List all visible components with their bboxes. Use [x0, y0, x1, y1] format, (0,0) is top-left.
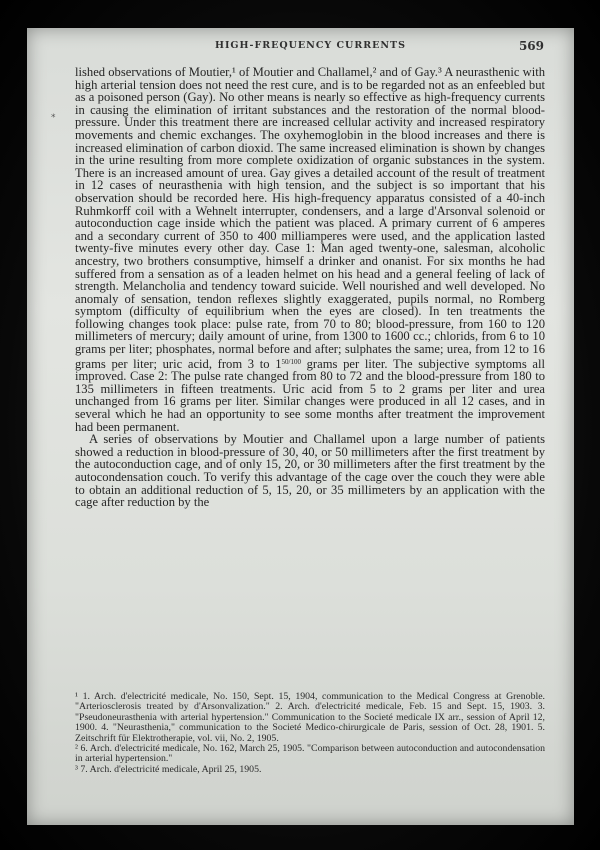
margin-mark: *: [51, 113, 56, 123]
footnote-3: ³ 7. Arch. d'electricité medicale, April 25, 1905.: [75, 763, 262, 775]
footnote-2: ² 6. Arch. d'electricité medicale, No. 162, March 25, 1905. "Comparison between autoconduction and autocondensation in arterial hypertension.": [75, 743, 545, 765]
paragraph-1: [75, 66, 545, 433]
body-text: [75, 66, 545, 509]
footnotes: [75, 692, 545, 775]
paragraph-2: A series of observations by Moutier and Challamel upon a large number of patients showed a reduction in blood-pressure of 30, 40, or 50 millimeters after the first treatment by the autoconduction cage, and of only 15, 20, or 30 millimeters after the first treatment by the autocondensation couch. To verify this advantage of the cage over the couch they were able to obtain an additional reduction of 5, 15, 20, or 35 millimeters by an application with the cage after reduction by the: [75, 432, 545, 510]
fraction: 50/100: [281, 357, 301, 366]
page-header: [77, 40, 544, 56]
running-title: HIGH-FREQUENCY CURRENTS: [215, 40, 406, 51]
footnote-1: ¹ 1. Arch. d'electricité medicale, No. 150, Sept. 15, 1904, communication to the Medical Congress at Grenoble. "Arteriosclerosis treated by d'Arsonvalization." 2. Arch. d'electricité medicale, Feb. 15 and Sept. 15, 1903. 3. "Pseudoneurasthenia with arterial hypertension." Communication to the Societé medicale IX arr., session of April 12, 1900. 4. "Neurasthenia," communication to the Societé Medico-chirurgicale de Paris, session of Oct. 28, 1901. 5. Zeitschrift für Elektrotherapie, vol. vii, No. 2, 1905.: [75, 691, 545, 744]
paragraph-1-end: grams per liter. The subjective symptoms all improved. Case 2: The pulse rate changed from 80 to 72 and the blood-pressure from 180 to 135 millimeters in fifteen treatments. Uric acid from 5 to 2 grams per liter and urea unchanged from 16 grams per liter. Similar changes were produced in all 12 cases, and in several which he had an opportunity to see some months after treatment the improvement had been permanent.: [75, 356, 545, 434]
paragraph-1-text: lished observations of Moutier,¹ of Moutier and Challamel,² and of Gay.³ A neurasthenic with high arterial tension does not need the rest cure, and is to be regarded not as an enfeebled but as a poisoned person (Gay). No other means is nearly so effective as high-frequency currents in causing the elimination of irritant substances and the restoration of the normal blood-pressure. Under this treatment there are increased cellular activity and increased respiratory movements and chemic exchanges. The oxyhemoglobin in the blood increases and there is increased elimination of carbon dioxid. The same increased elimination is shown by changes in the urine resulting from more complete oxidization of organic substances in the system. There is an increased amount of urea. Gay gives a detailed account of the result of treatment in 12 cases of neurasthenia with high tension, and the subject is so important that his observation should be recorded here. His high-frequency apparatus consisted of a 40-inch Ruhmkorff coil with a Wehnelt interrupter, condensers, and a large d'Arsonval solenoid or autoconduction cage inside which the patient was placed. A primary current of 6 amperes and a secondary current of 350 to 400 milliamperes were used, and the application lasted twenty-five minutes every other day. Case 1: Man aged twenty-one, salesman, alcoholic ancestry, two brothers consumptive, himself a drinker and onanist. For six months he had suffered from a sensation as of a leaden helmet on his head and a general feeling of lack of strength. Melancholia and tendency toward suicide. Well nourished and well developed. No anomaly of sensation, tendon reflexes slightly exaggerated, pupils normal, no Romberg symptom (difficulty of equilibrium when the eyes are closed). In ten treatments the following changes took place: pulse rate, from 70 to 80; blood-pressure, from 160 to 120 millimeters of mercury; daily amount of urine, from 1300 to 1600 cc.; chlorids, from 6 to 10 grams per liter; phosphates, normal before and after; sulphates the same; urea, from 12 to 16 grams per liter; uric acid, from 3 to 1: [75, 65, 545, 371]
book-page: [27, 28, 574, 825]
page-number: 569: [518, 39, 544, 53]
